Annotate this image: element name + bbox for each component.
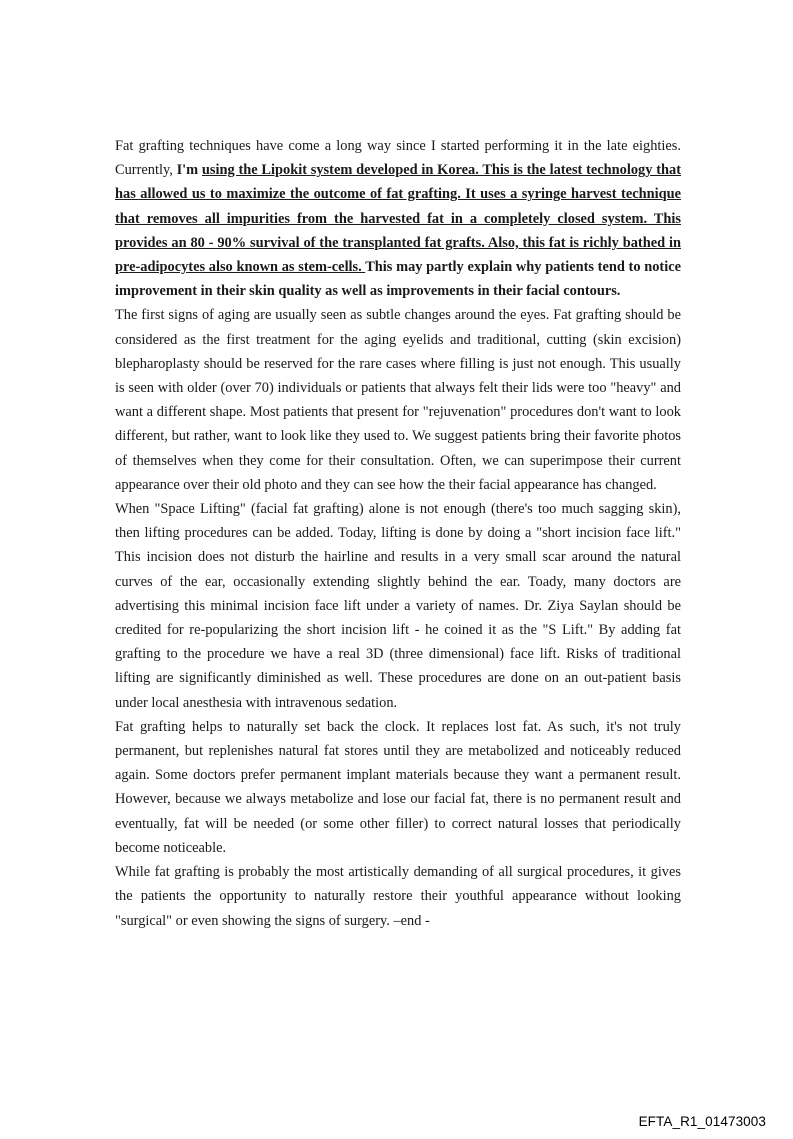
- paragraph-lipokit: [115, 134, 681, 303]
- bold-tail-text: This may partly explain why patients tend to notice improvement in their skin quality as well as improvements in their facial contours.: [115, 259, 681, 300]
- paragraph-clock: Fat grafting helps to naturally set back the clock. It replaces lost fat. As such, it's not truly permanent, but replenishes natural fat stores until they are metabolized and noticeably reduced again. Some doctors prefer permanent implant materials because they want a permanent result. However, because we always metabolize and lose our facial fat, there is no permanent result and eventually, fat will be needed (or some other filler) to correct natural losses that periodically become noticeable.: [115, 718, 681, 856]
- paragraph-conclusion: While fat grafting is probably the most artistically demanding of all surgical procedures, it gives the patients the opportunity to naturally restore their youthful appearance without looking "surgical" or even showing the signs of surgery. –end -: [115, 864, 681, 929]
- paragraph-intro-text: Fat grafting techniques have come a long way since I started performing it in the late eighties. Currently,: [115, 138, 681, 179]
- paragraph-space-lifting: When "Space Lifting" (facial fat grafting) alone is not enough (there's too much sagging skin), then lifting procedures can be added. Today, lifting is done by doing a "short incision face lift." This incision does not disturb the hairline and results in a very small scar around the natural curves of the ear, occasionally extending slightly behind the ear. Toady, many doctors are advertising this minimal incision face lift under a variety of names. Dr. Ziya Saylan should be credited for re-popularizing the short incision lift - he coined it as the "S Lift." By adding fat grafting to the procedure we have a real 3D (three dimensional) face lift. Risks of traditional lifting are significantly diminished as well. These procedures are done on an out-patient basis under local anesthesia with intravenous sedation.: [115, 501, 681, 711]
- bold-lead-text: I'm: [176, 162, 202, 179]
- document-body: [115, 134, 681, 933]
- bold-underlined-text: using the Lipokit system developed in Korea. This is the latest technology that has allowed us to maximize the outcome of fat grafting. It uses a syringe harvest technique that removes all impurities from the harvested fat in a completely closed system. This provides an 80 - 90% survival of the transplanted fat grafts. Also, this fat is richly bathed in pre-adipocytes also known as stem-cells.: [115, 162, 681, 276]
- paragraph-eyes: The first signs of aging are usually seen as subtle changes around the eyes. Fat grafting should be considered as the first treatment for the aging eyelids and traditional, cutting (skin excision) blepharoplasty should be reserved for the rare cases where filling is just not enough. This usually is seen with older (over 70) individuals or patients that always felt their lids were too "heavy" and want a different shape. Most patients that present for "rejuvenation" procedures don't want to look different, but rather, want to look like they used to. We suggest patients bring their favorite photos of themselves when they come for their consultation. Often, we can superimpose their current appearance over their old photo and they can see how the their facial appearance has changed.: [115, 307, 681, 493]
- document-id-stamp: EFTA_R1_01473003: [638, 1114, 766, 1129]
